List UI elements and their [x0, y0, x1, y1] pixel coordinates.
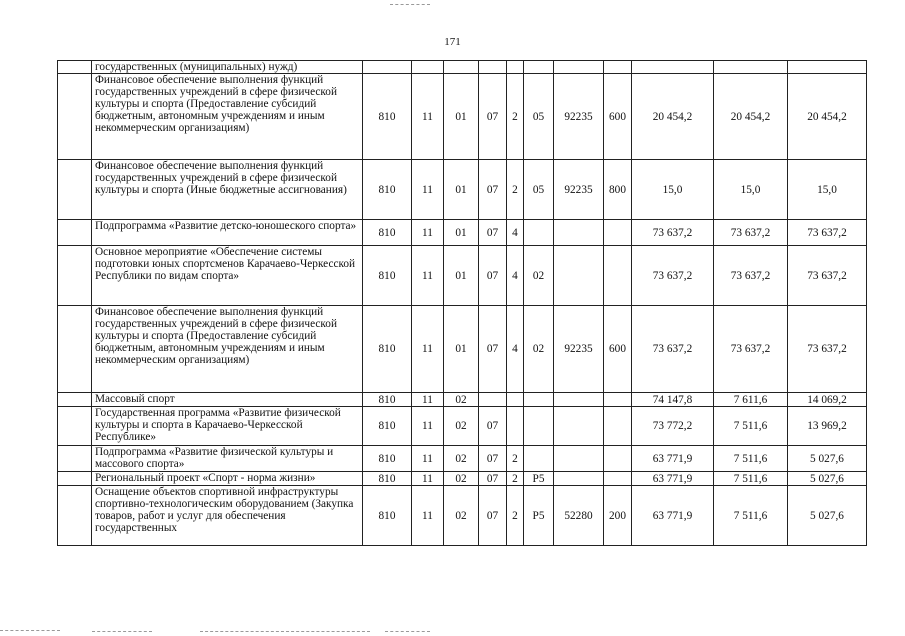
program-cell: 07 — [479, 220, 507, 246]
direction-cell — [554, 407, 604, 446]
sum-2021-cell: 5 027,6 — [788, 446, 867, 472]
expense-type-cell — [604, 220, 632, 246]
sum-2019-cell — [632, 61, 714, 74]
row-name: Основное мероприятие «Обеспечение системы подготовки юных спортсменов Карачаево-Черкесской Республики по видам спорта» — [92, 246, 363, 306]
code-cell: 810 — [363, 220, 412, 246]
sum-2019-cell: 73 772,2 — [632, 407, 714, 446]
event-cell — [524, 407, 554, 446]
scan-edge-bottom-right — [385, 631, 430, 632]
table-row — [58, 246, 867, 306]
sum-2021-cell: 13 969,2 — [788, 407, 867, 446]
program-cell: 07 — [479, 407, 507, 446]
sum-2019-cell: 63 771,9 — [632, 472, 714, 486]
code-cell: 810 — [363, 446, 412, 472]
subprogram-cell: 4 — [507, 306, 524, 393]
table-row — [58, 407, 867, 446]
table-row — [58, 220, 867, 246]
program-cell: 07 — [479, 446, 507, 472]
row-margin-cell — [58, 61, 92, 74]
sum-2019-cell: 73 637,2 — [632, 306, 714, 393]
direction-cell — [554, 246, 604, 306]
section-cell — [412, 61, 444, 74]
sum-2021-cell: 5 027,6 — [788, 486, 867, 546]
row-margin-cell — [58, 74, 92, 160]
row-margin-cell — [58, 446, 92, 472]
subsection-cell: 01 — [444, 74, 479, 160]
row-name: Подпрограмма «Развитие физической культуры и массового спорта» — [92, 446, 363, 472]
expense-type-cell — [604, 446, 632, 472]
sum-2020-cell: 7 511,6 — [714, 407, 788, 446]
subprogram-cell: 2 — [507, 486, 524, 546]
code-cell: 810 — [363, 486, 412, 546]
table-row — [58, 61, 867, 74]
subprogram-cell: 4 — [507, 220, 524, 246]
sum-2019-cell: 63 771,9 — [632, 446, 714, 472]
subsection-cell: 02 — [444, 407, 479, 446]
table-row — [58, 74, 867, 160]
table-row — [58, 160, 867, 220]
table-row — [58, 472, 867, 486]
sum-2020-cell: 20 454,2 — [714, 74, 788, 160]
event-cell — [524, 446, 554, 472]
event-cell — [524, 220, 554, 246]
section-cell: 11 — [412, 486, 444, 546]
budget-table — [57, 60, 867, 546]
expense-type-cell: 200 — [604, 486, 632, 546]
direction-cell: 92235 — [554, 306, 604, 393]
subsection-cell: 02 — [444, 472, 479, 486]
sum-2019-cell: 63 771,9 — [632, 486, 714, 546]
row-name: Государственная программа «Развитие физической культуры и спорта в Карачаево-Черкесской Республике» — [92, 407, 363, 446]
sum-2020-cell — [714, 61, 788, 74]
section-cell: 11 — [412, 306, 444, 393]
code-cell: 810 — [363, 74, 412, 160]
program-cell: 07 — [479, 74, 507, 160]
program-cell — [479, 61, 507, 74]
subsection-cell: 01 — [444, 220, 479, 246]
subprogram-cell: 4 — [507, 246, 524, 306]
row-margin-cell — [58, 306, 92, 393]
direction-cell: 92235 — [554, 74, 604, 160]
scan-edge-bottom-left — [0, 630, 60, 631]
direction-cell — [554, 220, 604, 246]
code-cell: 810 — [363, 160, 412, 220]
subprogram-cell — [507, 61, 524, 74]
budget-sheet — [57, 60, 866, 546]
direction-cell — [554, 61, 604, 74]
event-cell: P5 — [524, 486, 554, 546]
subprogram-cell: 2 — [507, 472, 524, 486]
expense-type-cell: 800 — [604, 160, 632, 220]
sum-2021-cell: 73 637,2 — [788, 246, 867, 306]
sum-2021-cell: 20 454,2 — [788, 74, 867, 160]
direction-cell — [554, 393, 604, 407]
code-cell: 810 — [363, 472, 412, 486]
scan-edge-top — [390, 4, 430, 5]
event-cell: 05 — [524, 74, 554, 160]
code-cell: 810 — [363, 306, 412, 393]
subsection-cell: 01 — [444, 306, 479, 393]
sum-2020-cell: 73 637,2 — [714, 306, 788, 393]
sum-2021-cell: 73 637,2 — [788, 220, 867, 246]
subprogram-cell — [507, 393, 524, 407]
subsection-cell: 02 — [444, 393, 479, 407]
table-row — [58, 486, 867, 546]
row-name: государственных (муниципальных) нужд) — [92, 61, 363, 74]
sum-2020-cell: 73 637,2 — [714, 246, 788, 306]
direction-cell — [554, 446, 604, 472]
row-name: Оснащение объектов спортивной инфраструктуры спортивно-технологическим оборудованием (Закупка товаров, работ и услуг для обеспечения государственных — [92, 486, 363, 546]
section-cell: 11 — [412, 220, 444, 246]
direction-cell: 92235 — [554, 160, 604, 220]
event-cell: 05 — [524, 160, 554, 220]
code-cell — [363, 61, 412, 74]
sum-2020-cell: 15,0 — [714, 160, 788, 220]
sum-2021-cell: 15,0 — [788, 160, 867, 220]
row-name: Подпрограмма «Развитие детско-юношеского спорта» — [92, 220, 363, 246]
program-cell: 07 — [479, 472, 507, 486]
subsection-cell: 01 — [444, 160, 479, 220]
event-cell: P5 — [524, 472, 554, 486]
event-cell: 02 — [524, 306, 554, 393]
table-row — [58, 393, 867, 407]
row-name: Массовый спорт — [92, 393, 363, 407]
row-margin-cell — [58, 160, 92, 220]
subprogram-cell: 2 — [507, 74, 524, 160]
row-margin-cell — [58, 407, 92, 446]
table-row — [58, 306, 867, 393]
subprogram-cell — [507, 407, 524, 446]
expense-type-cell — [604, 393, 632, 407]
sum-2020-cell: 7 511,6 — [714, 486, 788, 546]
sum-2019-cell: 74 147,8 — [632, 393, 714, 407]
expense-type-cell — [604, 472, 632, 486]
sum-2021-cell: 5 027,6 — [788, 472, 867, 486]
direction-cell: 52280 — [554, 486, 604, 546]
expense-type-cell — [604, 246, 632, 306]
section-cell: 11 — [412, 446, 444, 472]
sum-2020-cell: 73 637,2 — [714, 220, 788, 246]
expense-type-cell: 600 — [604, 74, 632, 160]
table-row — [58, 446, 867, 472]
sum-2019-cell: 73 637,2 — [632, 220, 714, 246]
row-name: Региональный проект «Спорт - норма жизни» — [92, 472, 363, 486]
code-cell: 810 — [363, 407, 412, 446]
section-cell: 11 — [412, 160, 444, 220]
section-cell: 11 — [412, 472, 444, 486]
program-cell: 07 — [479, 486, 507, 546]
section-cell: 11 — [412, 407, 444, 446]
code-cell: 810 — [363, 246, 412, 306]
event-cell: 02 — [524, 246, 554, 306]
expense-type-cell — [604, 61, 632, 74]
sum-2020-cell: 7 511,6 — [714, 472, 788, 486]
row-margin-cell — [58, 393, 92, 407]
section-cell: 11 — [412, 246, 444, 306]
subsection-cell: 02 — [444, 486, 479, 546]
scan-edge-bottom-mid2 — [200, 631, 370, 632]
event-cell — [524, 393, 554, 407]
sum-2019-cell: 15,0 — [632, 160, 714, 220]
program-cell: 07 — [479, 160, 507, 220]
direction-cell — [554, 472, 604, 486]
subsection-cell: 01 — [444, 246, 479, 306]
expense-type-cell: 600 — [604, 306, 632, 393]
section-cell: 11 — [412, 74, 444, 160]
sum-2020-cell: 7 511,6 — [714, 446, 788, 472]
subsection-cell: 02 — [444, 446, 479, 472]
sum-2021-cell: 73 637,2 — [788, 306, 867, 393]
program-cell — [479, 393, 507, 407]
page-number: 171 — [444, 36, 461, 48]
program-cell: 07 — [479, 306, 507, 393]
program-cell: 07 — [479, 246, 507, 306]
row-name: Финансовое обеспечение выполнения функций государственных учреждений в сфере физической культуры и спорта (Предоставление субсидий бюджетным, автономным учреждениям и иным некоммерческим организациям) — [92, 74, 363, 160]
row-margin-cell — [58, 472, 92, 486]
sum-2021-cell — [788, 61, 867, 74]
sum-2019-cell: 20 454,2 — [632, 74, 714, 160]
sum-2020-cell: 7 611,6 — [714, 393, 788, 407]
row-margin-cell — [58, 220, 92, 246]
event-cell — [524, 61, 554, 74]
section-cell: 11 — [412, 393, 444, 407]
row-name: Финансовое обеспечение выполнения функций государственных учреждений в сфере физической культуры и спорта (Предоставление субсидий бюджетным, автономным учреждениям и иным некоммерческим организациям) — [92, 306, 363, 393]
subprogram-cell: 2 — [507, 160, 524, 220]
code-cell: 810 — [363, 393, 412, 407]
expense-type-cell — [604, 407, 632, 446]
row-margin-cell — [58, 246, 92, 306]
subprogram-cell: 2 — [507, 446, 524, 472]
subsection-cell — [444, 61, 479, 74]
row-margin-cell — [58, 486, 92, 546]
row-name: Финансовое обеспечение выполнения функций государственных учреждений в сфере физической культуры и спорта (Иные бюджетные ассигнования) — [92, 160, 363, 220]
sum-2019-cell: 73 637,2 — [632, 246, 714, 306]
sum-2021-cell: 14 069,2 — [788, 393, 867, 407]
scan-edge-bottom-mid — [92, 631, 152, 632]
budget-table-body — [58, 61, 867, 546]
